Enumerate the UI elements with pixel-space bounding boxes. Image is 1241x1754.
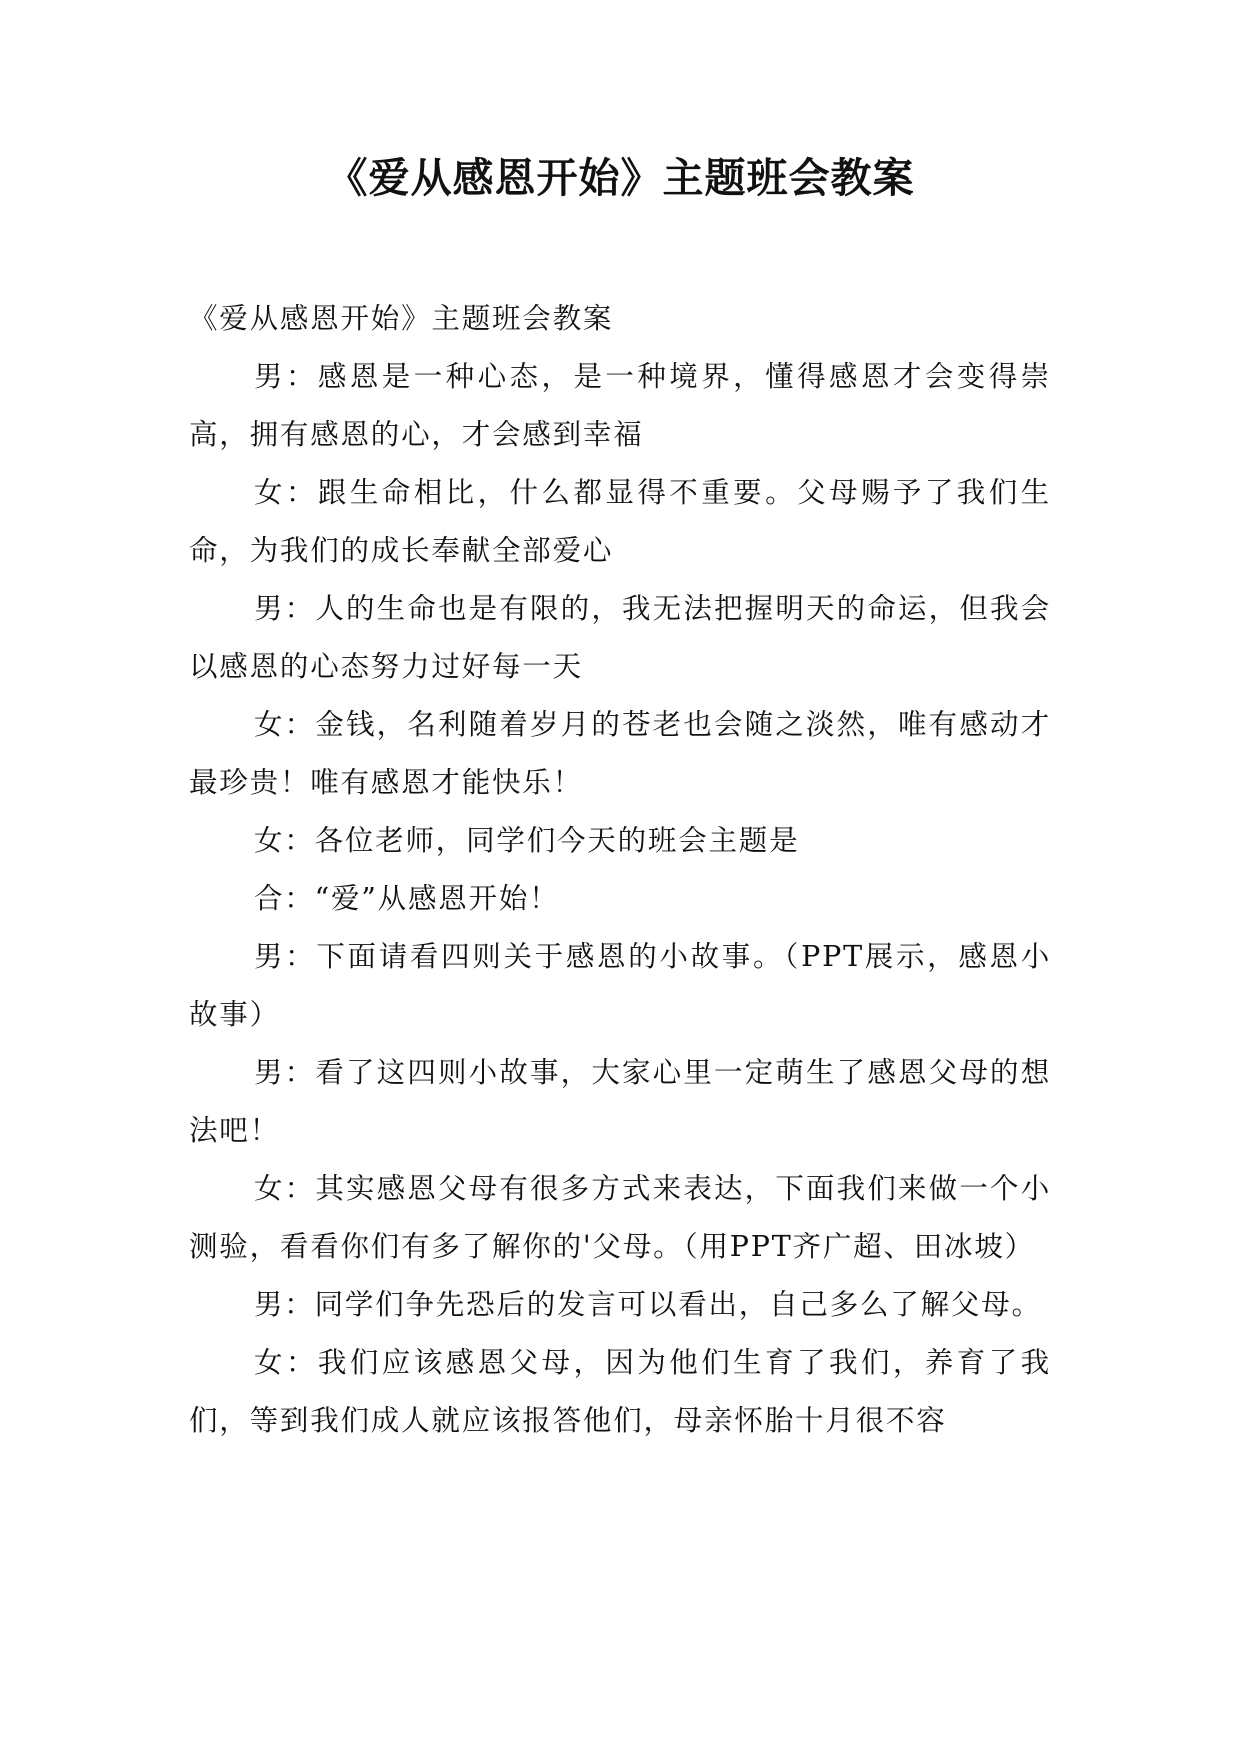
document-body [189,290,1051,1450]
paragraph: 女：跟生命相比，什么都显得不重要。父母赐予了我们生命，为我们的成长奉献全部爱心 [189,476,1051,567]
paragraph: 男：人的生命也是有限的，我无法把握明天的命运，但我会以感恩的心态努力过好每一天 [189,592,1051,683]
paragraph: 男：同学们争先恐后的发言可以看出，自己多么了解父母。 [254,1288,1042,1321]
paragraph: 男：看了这四则小故事，大家心里一定萌生了感恩父母的想法吧！ [189,1056,1051,1147]
document-title: 《爱从感恩开始》主题班会教案 [326,154,915,202]
paragraph: 男：感恩是一种心态，是一种境界，懂得感恩才会变得崇高，拥有感恩的心，才会感到幸福 [189,360,1051,451]
paragraph: 女：各位老师，同学们今天的班会主题是 [254,824,800,857]
paragraph: 女：其实感恩父母有很多方式来表达，下面我们来做一个小测验，看看你们有多了解你的'父母。（用PPT齐广超、田冰坡） [189,1172,1051,1263]
paragraph: 女：我们应该感恩父母，因为他们生育了我们，养育了我们，等到我们成人就应该报答他们，母亲怀胎十月很不容 [189,1346,1051,1437]
paragraph: 女：金钱，名利随着岁月的苍老也会随之淡然，唯有感动才最珍贵！唯有感恩才能快乐！ [189,708,1051,799]
paragraph: 男：下面请看四则关于感恩的小故事。（PPT展示，感恩小故事） [189,940,1051,1031]
paragraph: 合：“爱”从感恩开始！ [254,882,560,915]
body-heading: 《爱从感恩开始》主题班会教案 [189,302,614,335]
